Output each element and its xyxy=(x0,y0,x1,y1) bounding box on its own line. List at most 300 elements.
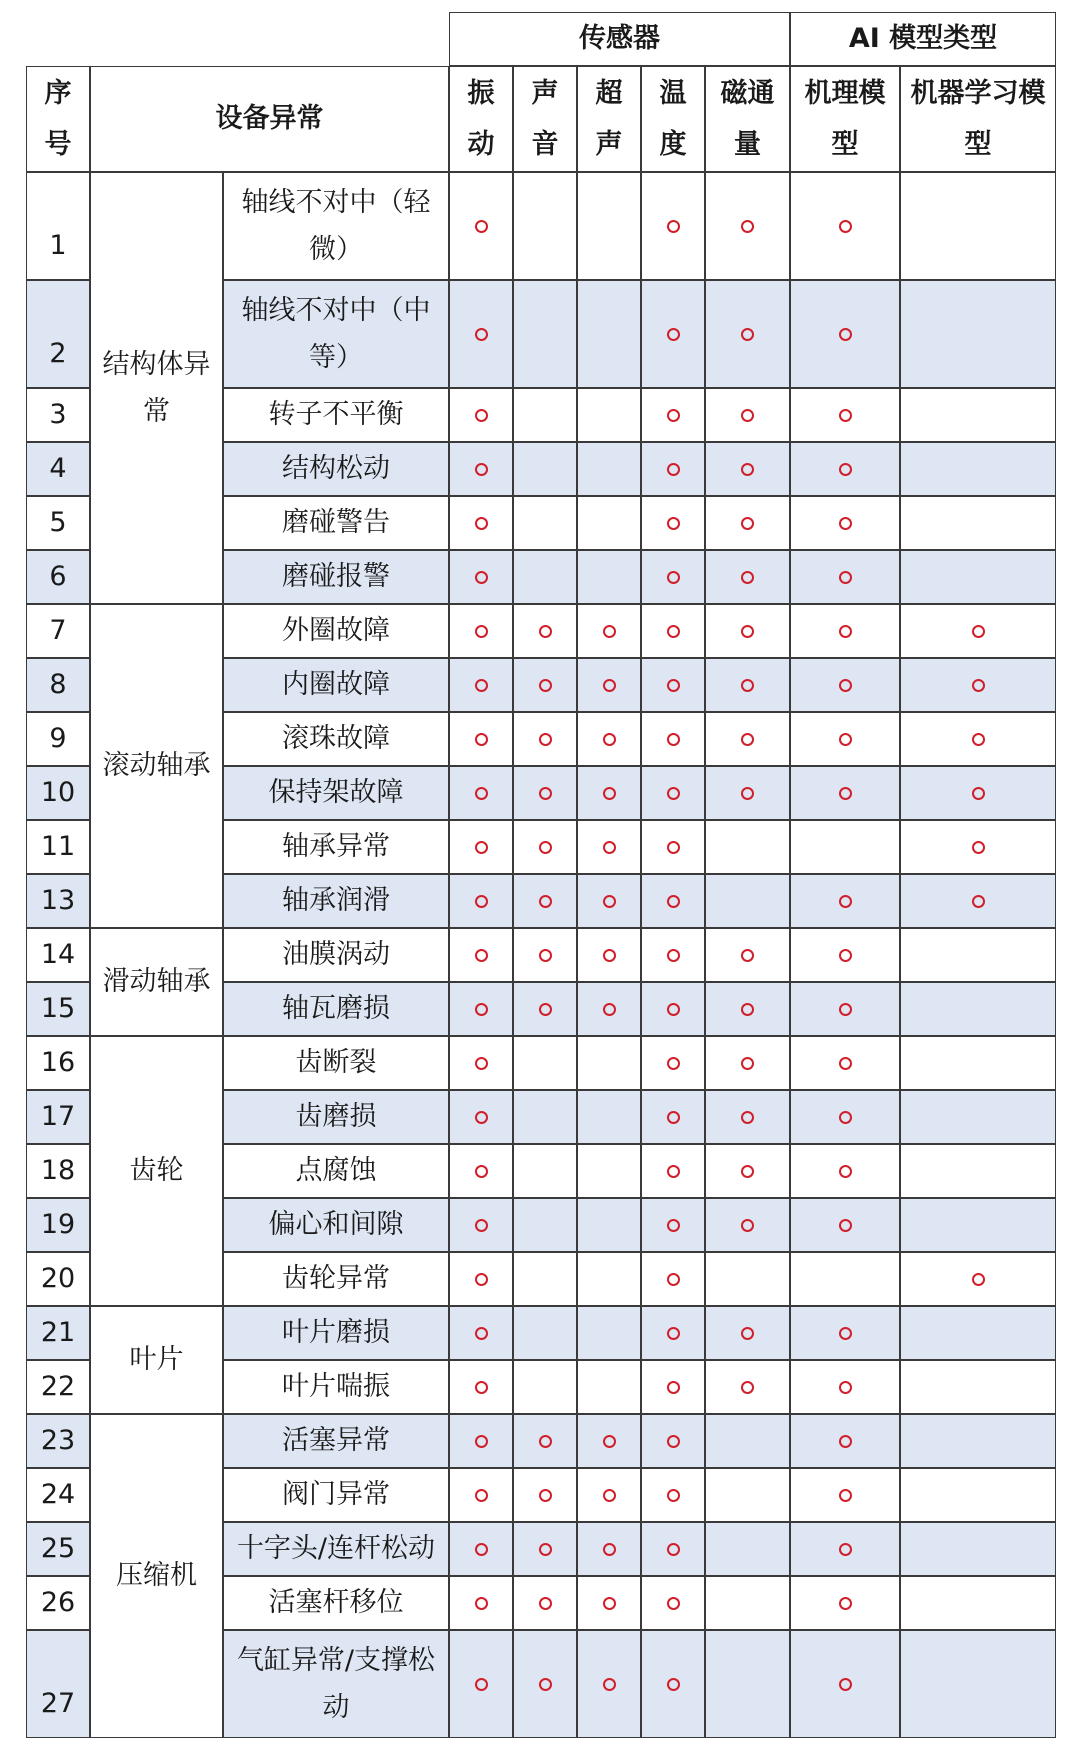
cell-vibration xyxy=(449,172,513,280)
sensor-group-header: 传感器 xyxy=(449,12,790,66)
cell-mechanism-model xyxy=(790,1360,900,1414)
applicable-circle-icon xyxy=(741,1381,754,1394)
applicable-circle-icon xyxy=(539,1543,552,1556)
applicable-circle-icon xyxy=(972,895,985,908)
applicable-circle-icon xyxy=(539,841,552,854)
cell-ml-model xyxy=(900,712,1056,766)
applicable-circle-icon xyxy=(741,1165,754,1178)
applicable-circle-icon xyxy=(603,1597,616,1610)
cell-flux xyxy=(705,928,790,982)
cell-vibration xyxy=(449,1306,513,1360)
cell-sound xyxy=(513,496,577,550)
applicable-circle-icon xyxy=(972,679,985,692)
applicable-circle-icon xyxy=(741,220,754,233)
row-seq: 13 xyxy=(26,874,90,928)
cell-ultrasound xyxy=(577,820,641,874)
applicable-circle-icon xyxy=(741,1327,754,1340)
row-fault-name: 齿轮异常 xyxy=(223,1252,449,1306)
cell-temperature xyxy=(641,388,705,442)
applicable-circle-icon xyxy=(475,1273,488,1286)
cell-sound xyxy=(513,280,577,388)
applicable-circle-icon xyxy=(839,1327,852,1340)
applicable-circle-icon xyxy=(667,571,680,584)
cell-mechanism-model xyxy=(790,928,900,982)
cell-vibration xyxy=(449,1360,513,1414)
cell-temperature xyxy=(641,604,705,658)
applicable-circle-icon xyxy=(539,949,552,962)
cell-sound xyxy=(513,442,577,496)
applicable-circle-icon xyxy=(475,1219,488,1232)
applicable-circle-icon xyxy=(972,841,985,854)
cell-flux xyxy=(705,550,790,604)
col-mechanism-header: 机理模型 xyxy=(790,66,900,172)
row-seq: 2 xyxy=(26,280,90,388)
cell-mechanism-model xyxy=(790,1306,900,1360)
row-seq: 10 xyxy=(26,766,90,820)
cell-mechanism-model xyxy=(790,1252,900,1306)
cell-mechanism-model xyxy=(790,496,900,550)
cell-sound xyxy=(513,1198,577,1252)
applicable-circle-icon xyxy=(839,625,852,638)
cell-vibration xyxy=(449,1144,513,1198)
applicable-circle-icon xyxy=(475,895,488,908)
cell-flux xyxy=(705,982,790,1036)
cell-mechanism-model xyxy=(790,442,900,496)
cell-temperature xyxy=(641,442,705,496)
cell-mechanism-model xyxy=(790,280,900,388)
applicable-circle-icon xyxy=(741,328,754,341)
cell-vibration xyxy=(449,874,513,928)
col-seq-header: 序号 xyxy=(26,66,90,172)
applicable-circle-icon xyxy=(667,625,680,638)
applicable-circle-icon xyxy=(839,1057,852,1070)
cell-ml-model xyxy=(900,1198,1056,1252)
cell-sound xyxy=(513,1360,577,1414)
applicable-circle-icon xyxy=(667,1678,680,1691)
applicable-circle-icon xyxy=(839,220,852,233)
cell-sound xyxy=(513,1144,577,1198)
row-fault-name: 叶片喘振 xyxy=(223,1360,449,1414)
cell-ultrasound xyxy=(577,1522,641,1576)
cell-sound xyxy=(513,928,577,982)
cell-temperature xyxy=(641,766,705,820)
row-fault-name: 外圈故障 xyxy=(223,604,449,658)
applicable-circle-icon xyxy=(667,1273,680,1286)
cell-ml-model xyxy=(900,172,1056,280)
cell-ml-model xyxy=(900,1144,1056,1198)
cell-temperature xyxy=(641,1414,705,1468)
cell-sound xyxy=(513,766,577,820)
cell-ultrasound xyxy=(577,1198,641,1252)
row-seq: 18 xyxy=(26,1144,90,1198)
applicable-circle-icon xyxy=(603,625,616,638)
applicable-circle-icon xyxy=(972,1273,985,1286)
cell-temperature xyxy=(641,1036,705,1090)
row-fault-name: 内圈故障 xyxy=(223,658,449,712)
row-seq: 21 xyxy=(26,1306,90,1360)
category-cell: 滑动轴承 xyxy=(90,928,223,1036)
cell-flux xyxy=(705,1198,790,1252)
cell-sound xyxy=(513,1306,577,1360)
cell-flux xyxy=(705,712,790,766)
applicable-circle-icon xyxy=(667,895,680,908)
category-cell: 结构体异常 xyxy=(90,172,223,604)
applicable-circle-icon xyxy=(475,1111,488,1124)
applicable-circle-icon xyxy=(839,1597,852,1610)
cell-vibration xyxy=(449,1414,513,1468)
cell-ultrasound xyxy=(577,604,641,658)
row-fault-name: 轴线不对中（中等） xyxy=(223,280,449,388)
applicable-circle-icon xyxy=(475,409,488,422)
applicable-circle-icon xyxy=(667,1057,680,1070)
ai-model-group-header: AI 模型类型 xyxy=(790,12,1056,66)
cell-flux xyxy=(705,1468,790,1522)
cell-sound xyxy=(513,820,577,874)
cell-ml-model xyxy=(900,550,1056,604)
cell-temperature xyxy=(641,1252,705,1306)
cell-ml-model xyxy=(900,388,1056,442)
cell-ml-model xyxy=(900,658,1056,712)
cell-vibration xyxy=(449,1630,513,1738)
applicable-circle-icon xyxy=(741,949,754,962)
row-fault-name: 齿磨损 xyxy=(223,1090,449,1144)
cell-flux xyxy=(705,496,790,550)
cell-temperature xyxy=(641,712,705,766)
cell-flux xyxy=(705,1630,790,1738)
cell-sound xyxy=(513,658,577,712)
row-seq: 22 xyxy=(26,1360,90,1414)
cell-temperature xyxy=(641,1522,705,1576)
cell-ultrasound xyxy=(577,982,641,1036)
cell-ultrasound xyxy=(577,280,641,388)
cell-mechanism-model xyxy=(790,1576,900,1630)
applicable-circle-icon xyxy=(539,625,552,638)
cell-vibration xyxy=(449,1468,513,1522)
cell-sound xyxy=(513,1090,577,1144)
applicable-circle-icon xyxy=(972,787,985,800)
applicable-circle-icon xyxy=(972,625,985,638)
applicable-circle-icon xyxy=(475,1327,488,1340)
cell-sound xyxy=(513,1252,577,1306)
row-fault-name: 轴承异常 xyxy=(223,820,449,874)
cell-ml-model xyxy=(900,1522,1056,1576)
row-seq: 26 xyxy=(26,1576,90,1630)
cell-mechanism-model xyxy=(790,712,900,766)
row-fault-name: 活塞异常 xyxy=(223,1414,449,1468)
row-fault-name: 磨碰报警 xyxy=(223,550,449,604)
cell-mechanism-model xyxy=(790,1468,900,1522)
cell-mechanism-model xyxy=(790,1198,900,1252)
category-cell: 滚动轴承 xyxy=(90,604,223,928)
applicable-circle-icon xyxy=(603,949,616,962)
cell-flux xyxy=(705,1576,790,1630)
applicable-circle-icon xyxy=(475,328,488,341)
cell-ml-model xyxy=(900,1468,1056,1522)
cell-vibration xyxy=(449,1522,513,1576)
cell-ultrasound xyxy=(577,658,641,712)
row-seq: 25 xyxy=(26,1522,90,1576)
applicable-circle-icon xyxy=(839,1435,852,1448)
applicable-circle-icon xyxy=(475,679,488,692)
applicable-circle-icon xyxy=(741,517,754,530)
cell-sound xyxy=(513,1630,577,1738)
cell-vibration xyxy=(449,550,513,604)
row-seq: 1 xyxy=(26,172,90,280)
applicable-circle-icon xyxy=(839,517,852,530)
applicable-circle-icon xyxy=(667,328,680,341)
cell-vibration xyxy=(449,280,513,388)
cell-vibration xyxy=(449,388,513,442)
cell-ml-model xyxy=(900,496,1056,550)
cell-flux xyxy=(705,442,790,496)
applicable-circle-icon xyxy=(475,841,488,854)
cell-temperature xyxy=(641,1306,705,1360)
applicable-circle-icon xyxy=(475,1381,488,1394)
applicable-circle-icon xyxy=(667,949,680,962)
applicable-circle-icon xyxy=(667,841,680,854)
cell-mechanism-model xyxy=(790,550,900,604)
applicable-circle-icon xyxy=(741,463,754,476)
cell-ml-model xyxy=(900,1630,1056,1738)
row-fault-name: 油膜涡动 xyxy=(223,928,449,982)
applicable-circle-icon xyxy=(667,517,680,530)
col-vibration-header: 振动 xyxy=(449,66,513,172)
applicable-circle-icon xyxy=(603,1003,616,1016)
applicable-circle-icon xyxy=(741,733,754,746)
cell-vibration xyxy=(449,1036,513,1090)
row-seq: 27 xyxy=(26,1630,90,1738)
cell-ultrasound xyxy=(577,496,641,550)
cell-temperature xyxy=(641,1144,705,1198)
applicable-circle-icon xyxy=(475,1057,488,1070)
cell-temperature xyxy=(641,1198,705,1252)
cell-vibration xyxy=(449,1198,513,1252)
cell-sound xyxy=(513,712,577,766)
cell-ml-model xyxy=(900,928,1056,982)
cell-ultrasound xyxy=(577,1414,641,1468)
cell-mechanism-model xyxy=(790,1630,900,1738)
cell-mechanism-model xyxy=(790,982,900,1036)
row-fault-name: 点腐蚀 xyxy=(223,1144,449,1198)
applicable-circle-icon xyxy=(475,733,488,746)
applicable-circle-icon xyxy=(475,1489,488,1502)
applicable-circle-icon xyxy=(475,1678,488,1691)
cell-sound xyxy=(513,1036,577,1090)
cell-ultrasound xyxy=(577,874,641,928)
category-cell: 叶片 xyxy=(90,1306,223,1414)
cell-ultrasound xyxy=(577,1306,641,1360)
applicable-circle-icon xyxy=(839,571,852,584)
cell-ml-model xyxy=(900,604,1056,658)
cell-vibration xyxy=(449,442,513,496)
cell-ultrasound xyxy=(577,766,641,820)
cell-sound xyxy=(513,550,577,604)
applicable-circle-icon xyxy=(539,679,552,692)
cell-ml-model xyxy=(900,820,1056,874)
applicable-circle-icon xyxy=(741,625,754,638)
cell-mechanism-model xyxy=(790,388,900,442)
applicable-circle-icon xyxy=(475,220,488,233)
cell-sound xyxy=(513,1468,577,1522)
row-seq: 5 xyxy=(26,496,90,550)
row-fault-name: 叶片磨损 xyxy=(223,1306,449,1360)
cell-vibration xyxy=(449,1090,513,1144)
applicable-circle-icon xyxy=(667,409,680,422)
cell-ml-model xyxy=(900,982,1056,1036)
cell-sound xyxy=(513,1522,577,1576)
cell-mechanism-model xyxy=(790,172,900,280)
category-cell: 齿轮 xyxy=(90,1036,223,1306)
applicable-circle-icon xyxy=(839,1381,852,1394)
cell-sound xyxy=(513,982,577,1036)
applicable-circle-icon xyxy=(603,895,616,908)
applicable-circle-icon xyxy=(667,1111,680,1124)
row-seq: 9 xyxy=(26,712,90,766)
cell-sound xyxy=(513,604,577,658)
row-seq: 8 xyxy=(26,658,90,712)
row-seq: 15 xyxy=(26,982,90,1036)
applicable-circle-icon xyxy=(839,679,852,692)
cell-temperature xyxy=(641,1090,705,1144)
applicable-circle-icon xyxy=(475,625,488,638)
col-ml-header: 机器学习模型 xyxy=(900,66,1056,172)
applicable-circle-icon xyxy=(475,1435,488,1448)
cell-temperature xyxy=(641,820,705,874)
cell-ultrasound xyxy=(577,172,641,280)
row-seq: 14 xyxy=(26,928,90,982)
cell-ml-model xyxy=(900,1090,1056,1144)
cell-ultrasound xyxy=(577,1036,641,1090)
cell-temperature xyxy=(641,982,705,1036)
applicable-circle-icon xyxy=(667,1435,680,1448)
cell-flux xyxy=(705,604,790,658)
cell-sound xyxy=(513,1414,577,1468)
applicable-circle-icon xyxy=(475,1543,488,1556)
row-fault-name: 磨碰警告 xyxy=(223,496,449,550)
applicable-circle-icon xyxy=(475,1165,488,1178)
applicable-circle-icon xyxy=(475,1003,488,1016)
applicable-circle-icon xyxy=(741,1219,754,1232)
row-fault-name: 偏心和间隙 xyxy=(223,1198,449,1252)
cell-temperature xyxy=(641,928,705,982)
cell-mechanism-model xyxy=(790,1414,900,1468)
applicable-circle-icon xyxy=(603,733,616,746)
cell-ultrasound xyxy=(577,1252,641,1306)
applicable-circle-icon xyxy=(839,1543,852,1556)
row-seq: 7 xyxy=(26,604,90,658)
cell-temperature xyxy=(641,1630,705,1738)
applicable-circle-icon xyxy=(603,841,616,854)
row-seq: 6 xyxy=(26,550,90,604)
row-fault-name: 轴线不对中（轻微） xyxy=(223,172,449,280)
row-fault-name: 结构松动 xyxy=(223,442,449,496)
cell-ultrasound xyxy=(577,712,641,766)
cell-temperature xyxy=(641,874,705,928)
cell-ultrasound xyxy=(577,1576,641,1630)
applicable-circle-icon xyxy=(667,463,680,476)
col-sound-header: 声音 xyxy=(513,66,577,172)
cell-mechanism-model xyxy=(790,820,900,874)
applicable-circle-icon xyxy=(667,1327,680,1340)
row-fault-name: 轴瓦磨损 xyxy=(223,982,449,1036)
applicable-circle-icon xyxy=(839,463,852,476)
cell-vibration xyxy=(449,928,513,982)
row-seq: 4 xyxy=(26,442,90,496)
cell-ml-model xyxy=(900,1360,1056,1414)
cell-flux xyxy=(705,874,790,928)
applicable-circle-icon xyxy=(603,787,616,800)
applicable-circle-icon xyxy=(539,787,552,800)
cell-vibration xyxy=(449,1576,513,1630)
applicable-circle-icon xyxy=(741,787,754,800)
cell-temperature xyxy=(641,550,705,604)
applicable-circle-icon xyxy=(667,679,680,692)
cell-mechanism-model xyxy=(790,1144,900,1198)
applicable-circle-icon xyxy=(667,733,680,746)
row-fault-name: 转子不平衡 xyxy=(223,388,449,442)
applicable-circle-icon xyxy=(475,463,488,476)
cell-ultrasound xyxy=(577,928,641,982)
cell-flux xyxy=(705,766,790,820)
cell-mechanism-model xyxy=(790,766,900,820)
applicable-circle-icon xyxy=(839,328,852,341)
cell-ultrasound xyxy=(577,442,641,496)
applicable-circle-icon xyxy=(667,1489,680,1502)
cell-ml-model xyxy=(900,1414,1056,1468)
applicable-circle-icon xyxy=(539,1435,552,1448)
cell-vibration xyxy=(449,982,513,1036)
cell-mechanism-model xyxy=(790,1522,900,1576)
cell-sound xyxy=(513,172,577,280)
applicable-circle-icon xyxy=(839,1489,852,1502)
applicable-circle-icon xyxy=(667,1543,680,1556)
row-seq: 20 xyxy=(26,1252,90,1306)
applicable-circle-icon xyxy=(603,1678,616,1691)
applicable-circle-icon xyxy=(539,1678,552,1691)
applicable-circle-icon xyxy=(741,679,754,692)
applicable-circle-icon xyxy=(539,895,552,908)
applicable-circle-icon xyxy=(603,1543,616,1556)
row-fault-name: 活塞杆移位 xyxy=(223,1576,449,1630)
row-seq: 23 xyxy=(26,1414,90,1468)
applicable-circle-icon xyxy=(539,1597,552,1610)
cell-mechanism-model xyxy=(790,874,900,928)
cell-flux xyxy=(705,1522,790,1576)
col-ultrasound-header: 超声 xyxy=(577,66,641,172)
applicable-circle-icon xyxy=(839,1165,852,1178)
applicable-circle-icon xyxy=(839,1003,852,1016)
cell-flux xyxy=(705,388,790,442)
cell-ml-model xyxy=(900,766,1056,820)
applicable-circle-icon xyxy=(475,1597,488,1610)
cell-ml-model xyxy=(900,442,1056,496)
cell-temperature xyxy=(641,172,705,280)
cell-vibration xyxy=(449,496,513,550)
applicable-circle-icon xyxy=(839,1219,852,1232)
cell-mechanism-model xyxy=(790,1036,900,1090)
cell-sound xyxy=(513,1576,577,1630)
applicable-circle-icon xyxy=(667,1165,680,1178)
cell-ultrasound xyxy=(577,1630,641,1738)
cell-sound xyxy=(513,388,577,442)
col-anomaly-header: 设备异常 xyxy=(90,66,449,172)
cell-temperature xyxy=(641,1576,705,1630)
applicable-circle-icon xyxy=(603,1435,616,1448)
cell-ml-model xyxy=(900,1252,1056,1306)
applicable-circle-icon xyxy=(741,571,754,584)
cell-ultrasound xyxy=(577,550,641,604)
category-cell: 压缩机 xyxy=(90,1414,223,1738)
